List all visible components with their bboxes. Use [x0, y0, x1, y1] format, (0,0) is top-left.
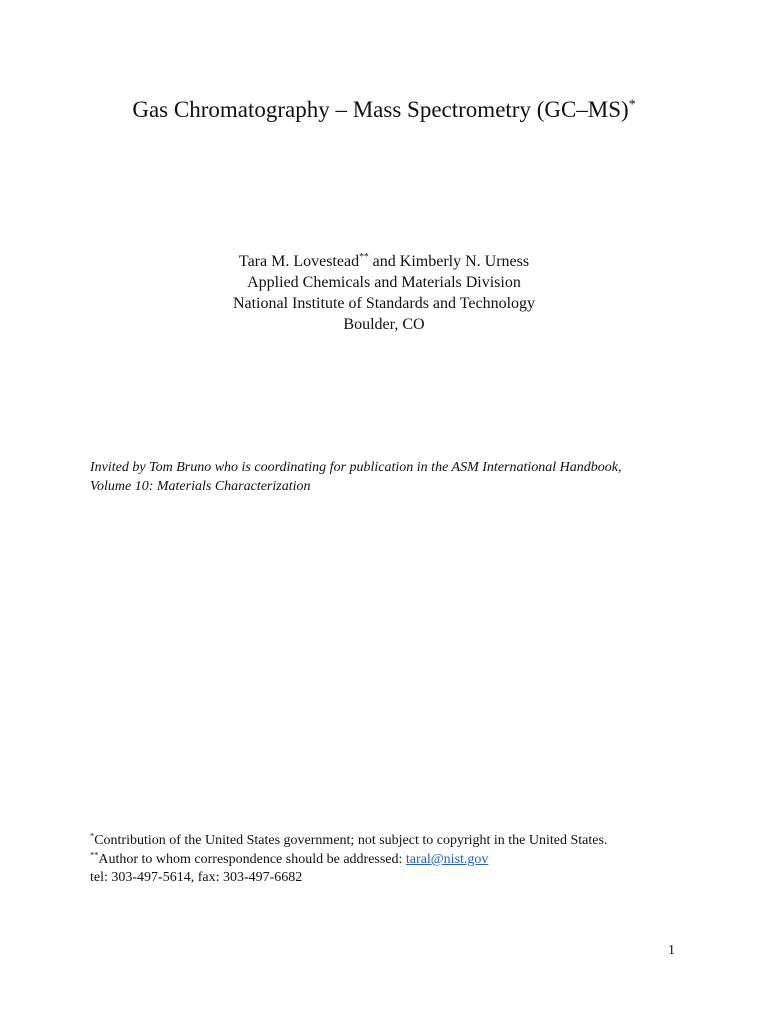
invitation-line-1: Invited by Tom Bruno who is coordinating for publication in the ASM International Handbook, — [90, 460, 622, 475]
invitation-note — [90, 458, 690, 496]
footnote-1 — [90, 832, 690, 851]
paper-title — [0, 94, 768, 126]
author-division: Applied Chemicals and Materials Division — [247, 274, 521, 291]
footnote-2-text: Author to whom correspondence should be addressed: — [98, 851, 406, 867]
invitation-line-2: Volume 10: Materials Characterization — [90, 479, 311, 494]
author-location: Boulder, CO — [343, 316, 425, 333]
author-footnote-marker: ** — [359, 251, 369, 263]
footnote-2-marker: ** — [90, 849, 99, 859]
author-secondary: and Kimberly N. Urness — [368, 253, 530, 270]
footnotes — [90, 832, 690, 888]
author-institute: National Institute of Standards and Technology — [232, 295, 536, 312]
footnote-2 — [90, 851, 690, 870]
contact-info: tel: 303-497-5614, fax: 303-497-6682 — [90, 870, 303, 885]
page-number: 1 — [668, 943, 675, 958]
paper-title-text: Gas Chromatography – Mass Spectrometry (GC–MS) — [132, 97, 629, 122]
title-footnote-marker: * — [628, 96, 636, 112]
author-block — [0, 251, 768, 335]
email-link[interactable]: taral@nist.gov — [405, 851, 489, 867]
author-primary: Tara M. Lovestead — [238, 253, 360, 270]
footnote-1-text: Contribution of the United States government; not subject to copyright in the United States. — [94, 833, 608, 848]
footnote-1-marker: * — [90, 831, 95, 841]
author-line — [0, 251, 768, 272]
